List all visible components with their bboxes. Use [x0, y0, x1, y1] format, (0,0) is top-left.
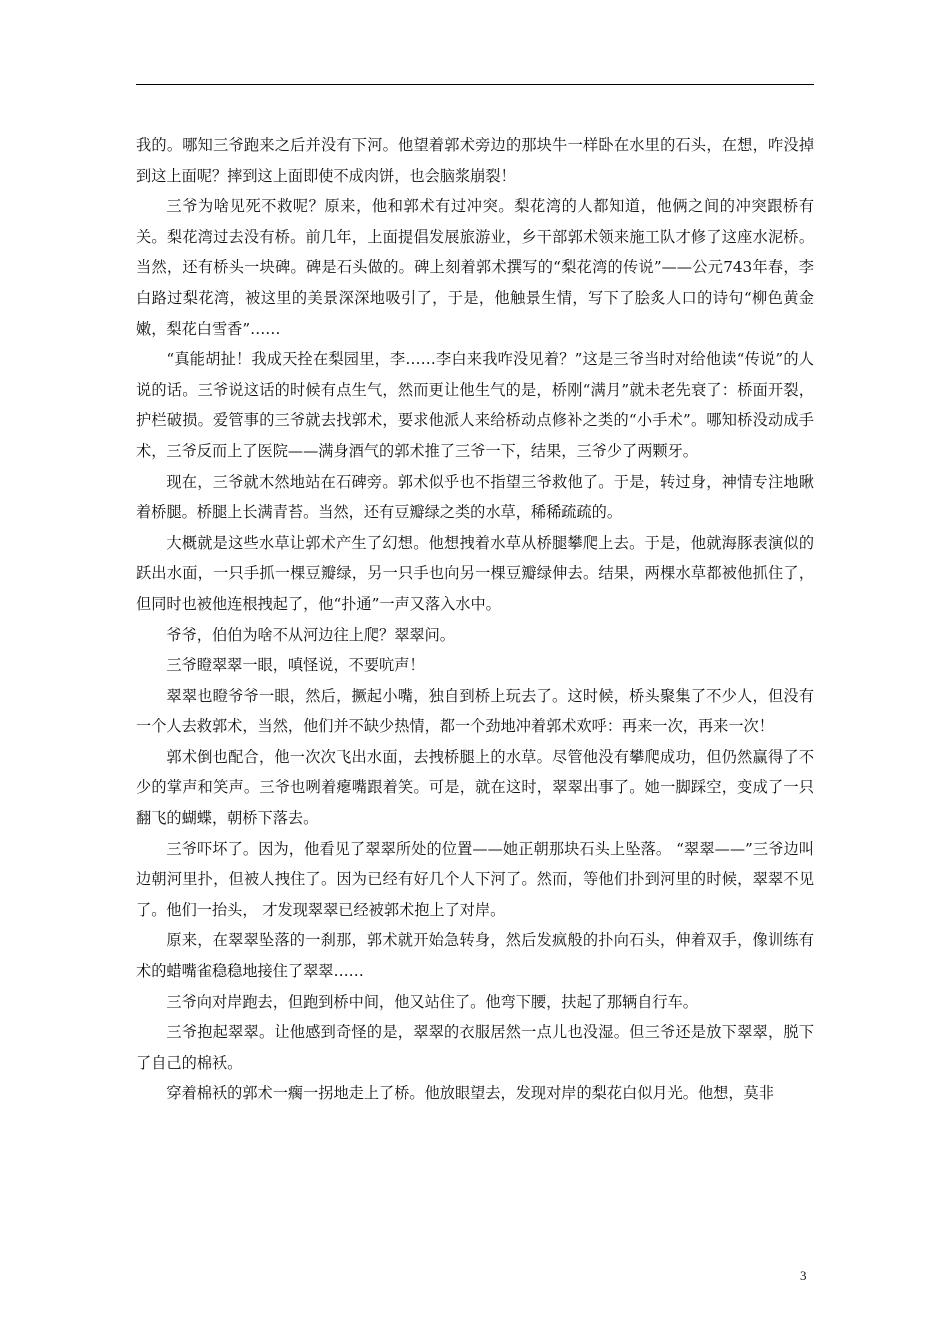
paragraph-13: 三爷抱起翠翠。让他感到奇怪的是，翠翠的衣服居然一点儿也没湿。但三爷还是放下翠翠，脱下了自己的棉袄。 — [136, 1023, 814, 1072]
paragraph-3: “真能胡扯！我成天拴在梨园里，李……李白来我咋没见着？”这是三爷当时对给他读“传说”的人说的话。三爷说这话的时候有点生气，然而更让他生气的是，桥刚“满月”就未老先衰了：桥面开裂，护栏破损。爱管事的三爷就去找郭术，要求他派人来给桥动点修补之类的“小手术”。哪知桥没动成手术，三爷反而上了医院——满身酒气的郭术推了三爷一下，结果，三爷少了两颗牙。 — [136, 350, 814, 460]
paragraph-5: 大概就是这些水草让郭术产生了幻想。他想拽着水草从桥腿攀爬上去。于是，他就海豚表演似的跃出水面，一只手抓一棵豆瓣绿，另一只手也向另一棵豆瓣绿伸去。结果，两棵水草都被他抓住了，但同时也被他连根拽起了，他“扑通”一声又落入水中。 — [136, 533, 814, 613]
paragraph-4: 现在，三爷就木然地站在石碑旁。郭术似乎也不指望三爷救他了。于是，转过身，神情专注地瞅着桥腿。桥腿上长满青苔。当然，还有豆瓣绿之类的水草，稀稀疏疏的。 — [136, 472, 814, 522]
paragraph-2: 三爷为啥见死不救呢？原来，他和郭术有过冲突。梨花湾的人都知道，他俩之间的冲突跟桥有关。梨花湾过去没有桥。前几年，上面提倡发展旅游业，乡干部郭术领来施工队才修了这座水泥桥。当然，还有桥头一块碑。碑是石头做的。碑上刻着郭术撰写的“梨花湾的传说”——公元743年春，李白路过梨花湾，被这里的美景深深地吸引了，于是，他触景生情，写下了脍炙人口的诗句“柳色黄金嫩，梨花白雪香”…… — [136, 197, 814, 338]
paragraph-9: 郭术倒也配合，他一次次飞出水面，去拽桥腿上的水草。尽管他没有攀爬成功，但仍然赢得了不少的掌声和笑声。三爷也咧着瘪嘴跟着笑。可是，就在这时，翠翠出事了。她一脚踩空，变成了一只翻飞的蝴蝶，朝桥下落去。 — [136, 747, 814, 828]
paragraph-1: 我的。哪知三爷跑来之后并没有下河。他望着郭术旁边的那块牛一样卧在水里的石头，在想，咋没掉到这上面呢？摔到这上面即使不成肉饼，也会脑浆崩裂！ — [136, 136, 814, 185]
paragraph-14: 穿着棉袄的郭术一瘸一拐地走上了桥。他放眼望去，发现对岸的梨花白似月光。他想，莫非 — [166, 1084, 774, 1103]
paragraph-11: 原来，在翠翠坠落的一刹那，郭术就开始急转身，然后发疯般的扑向石头，伸着双手，像训练有术的蜡嘴雀稳稳地接住了翠翠…… — [136, 931, 814, 981]
paragraph-8: 翠翠也瞪爷爷一眼，然后，撅起小嘴，独自到桥上玩去了。这时候，桥头聚集了不少人，但没有一个人去救郭术，当然，他们并不缺少热情，都一个劲地冲着郭术欢呼：再来一次，再来一次！ — [136, 686, 814, 736]
paragraph-7: 三爷瞪翠翠一眼，嗔怪说，不要吭声！ — [166, 656, 425, 675]
paragraph-10: 三爷吓坏了。因为，他看见了翠翠所处的位置——她正朝那块石头上坠落。 “翠翠——”三爷边叫边朝河里扑，但被人拽住了。因为已经有好几个人下河了。然而，等他们扑到河里的时候，翠翠不见了。他们一抬头， 才发现翠翠已经被郭术抱上了对岸。 — [136, 839, 814, 919]
page-number: 3 — [800, 1268, 807, 1283]
paragraph-6: 爷爷，伯伯为啥不从河边往上爬？翠翠问。 — [166, 625, 455, 644]
body-text — [136, 130, 814, 1109]
paragraph-12: 三爷向对岸跑去，但跑到桥中间，他又站住了。他弯下腰，扶起了那辆自行车。 — [166, 992, 698, 1011]
header-rule — [136, 84, 814, 85]
